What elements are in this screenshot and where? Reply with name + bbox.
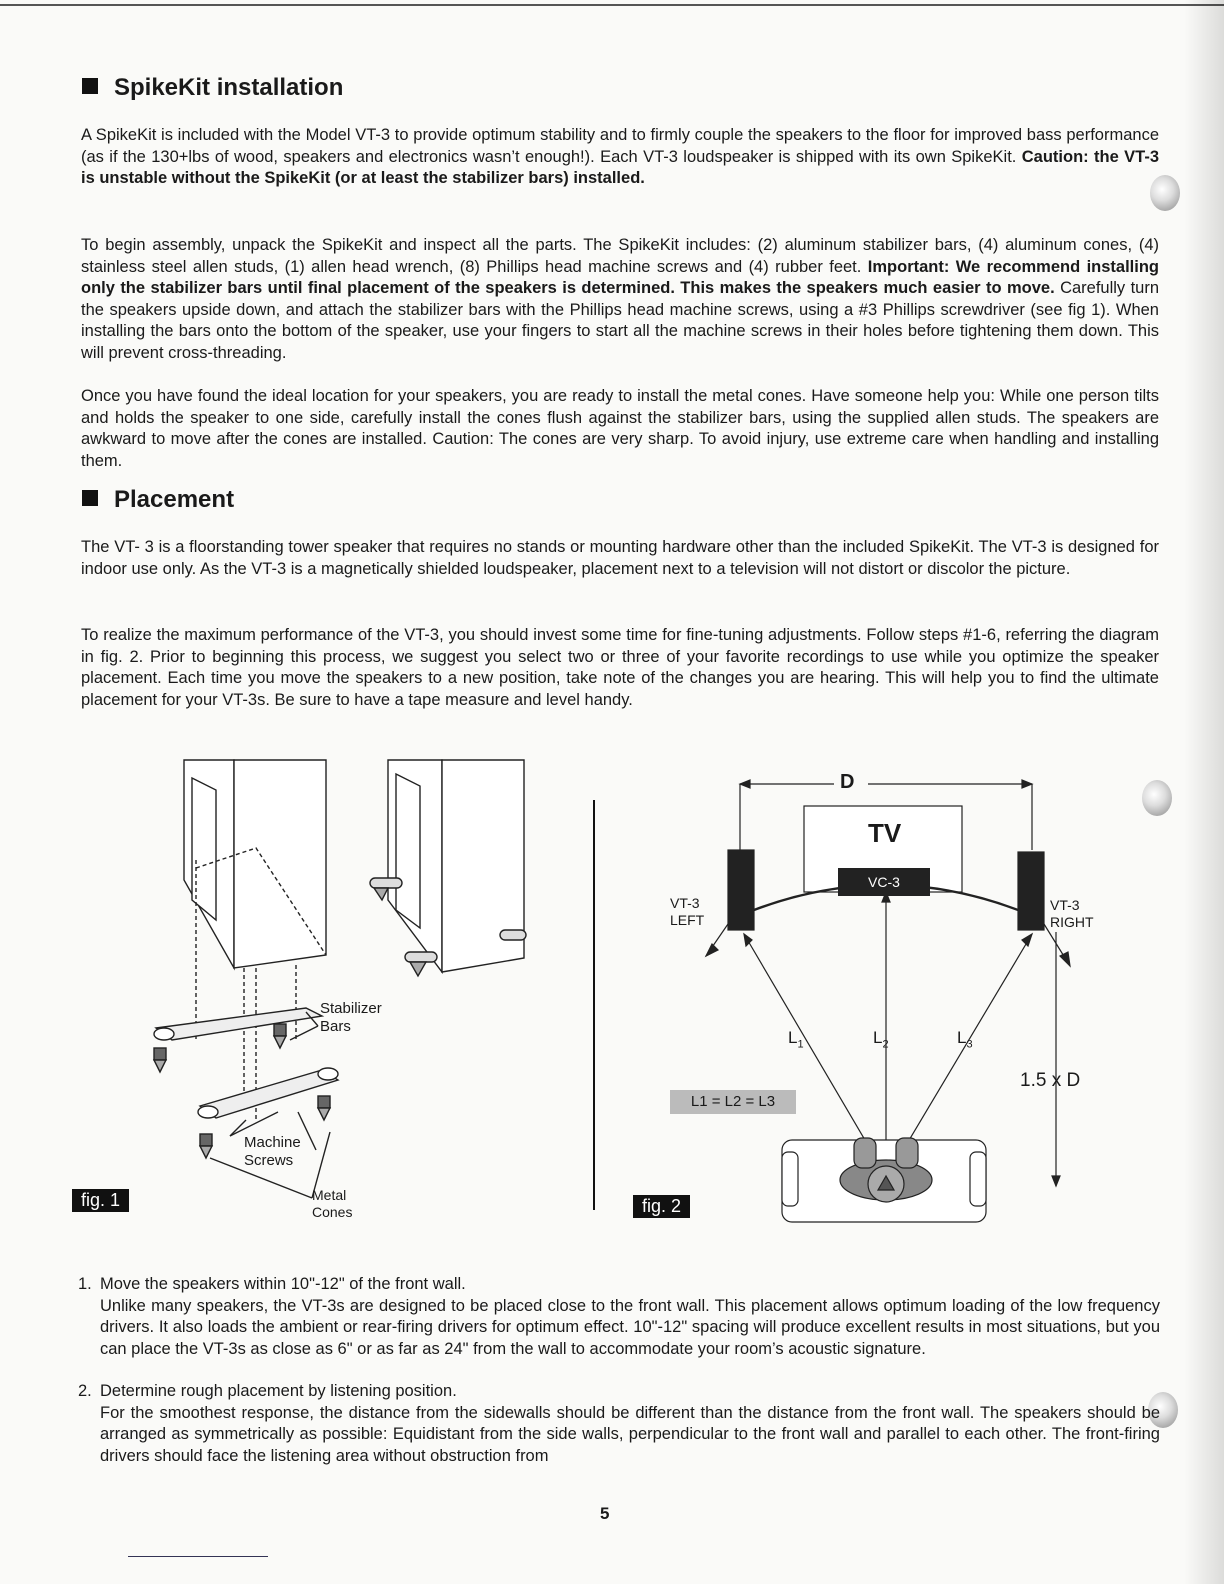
figure-divider <box>593 800 595 1210</box>
page-edge-shadow <box>1184 0 1224 1584</box>
step-item <box>78 1381 1160 1467</box>
label-text: LEFT <box>670 912 705 928</box>
label-text: L <box>957 1028 967 1047</box>
figure-2-tag: fig. 2 <box>633 1195 690 1218</box>
step-number: 2. <box>78 1382 92 1400</box>
square-bullet-icon <box>82 490 98 506</box>
figure-1-tag: fig. 1 <box>72 1189 129 1212</box>
section-heading-placement <box>82 486 234 514</box>
step-body: For the smoothest response, the distance from the sidewalls should be different than the distance from the front wall. The speakers should be arranged as symmetrically as possible: Equidistant from the side walls, perpendicular to the front wall and parallel to each other. The front-firing drivers should face the listening area without obstruction from <box>100 1403 1160 1465</box>
paragraph-assembly <box>81 235 1159 364</box>
square-bullet-icon <box>82 78 98 94</box>
top-rule <box>0 4 1224 6</box>
left-speaker-label <box>670 895 704 929</box>
tuning-text: To realize the maximum performance of the VT-3, you should invest some time for fine-tuning adjustments. Follow steps #1-6, referring the diagram in fig. 2. Prior to beginning this process, we suggest you select two or three of your favorite recordings to use while you optimize the speaker placement. Each time you move the speakers to a new position, take note of the changes you are hearing. This will help you to find the ultimate placement for your VT-3s. Be sure to have a tape measure and level handy. <box>81 626 1159 709</box>
l3-label <box>957 1028 973 1050</box>
step-title: Determine rough placement by listening position. <box>100 1382 457 1400</box>
caution-text: Caution: the VT-3 is unstable without the SpikeKit (or at least the stabilizer bars) installed. <box>81 147 1159 187</box>
listening-distance-label: 1.5 x D <box>1020 1070 1081 1091</box>
label-text: Cones <box>312 1204 353 1220</box>
page-number: 5 <box>600 1504 610 1523</box>
placement-text: The VT- 3 is a floorstanding tower speaker that requires no stands or mounting hardware other than the included SpikeKit. The VT-3 is designed for indoor use only. As the VT-3 is a magnetically shielded loudspeaker, placement next to a television will not distort or discolor the picture. <box>81 538 1159 578</box>
label-subscript: 3 <box>966 1038 973 1051</box>
section-title: SpikeKit installation <box>114 74 344 101</box>
label-text: L <box>788 1028 798 1047</box>
vc3-center-speaker: VC-3 <box>838 868 930 896</box>
assembly-rest-text: Carefully turn the speakers upside down, and attach the stabilizer bars with the Phillips head machine screws, using a #3 Phillips screwdriver (see fig 1). When installing the bars onto the bottom of the speaker, use your fingers to start all the machine screws in their holes before tightening them down. This will prevent cross-threading. <box>81 279 1160 362</box>
step-title: Move the speakers within 10"-12" of the front wall. <box>100 1275 466 1293</box>
label-text: Bars <box>320 1018 351 1035</box>
label-subscript: 2 <box>882 1038 889 1051</box>
label-text: Machine <box>244 1134 301 1151</box>
binder-hole-icon <box>1142 780 1172 816</box>
paragraph-placement <box>81 537 1159 580</box>
l1-label <box>788 1028 804 1050</box>
label-text: Screws <box>244 1152 294 1169</box>
label-text: VT-3 <box>1050 897 1080 913</box>
label-text: VT-3 <box>670 895 700 911</box>
label-subscript: 1 <box>797 1038 804 1051</box>
distance-d-label: D <box>840 771 855 793</box>
assembly-text: To begin assembly, unpack the SpikeKit and inspect all the parts. The SpikeKit includes: (2) aluminum stabilizer bars, (4) aluminum cones, (4) stainless steel allen studs, (1) allen head wrench, (8) Phillips head machine screws and (4) rubber feet. <box>81 236 1159 276</box>
paragraph-intro <box>81 125 1159 190</box>
paragraph-cones <box>81 386 1159 472</box>
section-title: Placement <box>114 486 235 513</box>
figure-1-spikekit-diagram <box>60 750 580 1230</box>
important-text: Important: We recommend installing only the stabilizer bars until final placement of the speakers is determined. This makes the speakers much easier to move. <box>81 257 1159 297</box>
equal-distance-equation: L1 = L2 = L3 <box>670 1090 796 1114</box>
metal-cones-label <box>312 1187 352 1221</box>
footer-rule <box>128 1556 268 1557</box>
label-text: RIGHT <box>1050 914 1094 930</box>
step-body: Unlike many speakers, the VT-3s are designed to be placed close to the front wall. This placement allows optimum loading of the low frequency drivers. It also loads the ambient or rear-firing drivers for optimum effect. 10"-12" spacing will produce excellent results in most situations, but you can place the VT-3s as close as 6" or as far as 24" from the wall to accommodate your room’s acoustic signature. <box>100 1296 1160 1358</box>
label-text: Stabilizer <box>320 1000 382 1017</box>
step-number: 1. <box>78 1275 92 1293</box>
intro-text: A SpikeKit is included with the Model VT-3 to provide optimum stability and to firmly couple the speakers to the floor for improved bass performance (as if the 130+lbs of wood, speakers and electronics wasn’t enough!). Each VT-3 loudspeaker is shipped with its own SpikeKit. <box>81 126 1159 166</box>
stabilizer-bars-label <box>320 1000 382 1036</box>
section-heading-spikekit <box>82 74 343 102</box>
machine-screws-label <box>244 1134 301 1170</box>
tv-label: TV <box>868 818 902 848</box>
l2-label <box>873 1028 889 1050</box>
placement-steps-list <box>78 1274 1160 1467</box>
cones-text: Once you have found the ideal location for your speakers, you are ready to install the metal cones. Have someone help you: While one person tilts and holds the speaker to one side, carefully install the cones flush against the stabilizer bars, using the supplied allen studs. The speakers are awkward to move after the cones are installed. Caution: The cones are very sharp. To avoid injury, use extreme care when handling and installing them. <box>81 387 1159 470</box>
paragraph-tuning <box>81 625 1159 711</box>
right-speaker-label <box>1050 897 1094 931</box>
step-item <box>78 1274 1160 1360</box>
label-text: Metal <box>312 1187 347 1203</box>
label-text: L <box>873 1028 883 1047</box>
